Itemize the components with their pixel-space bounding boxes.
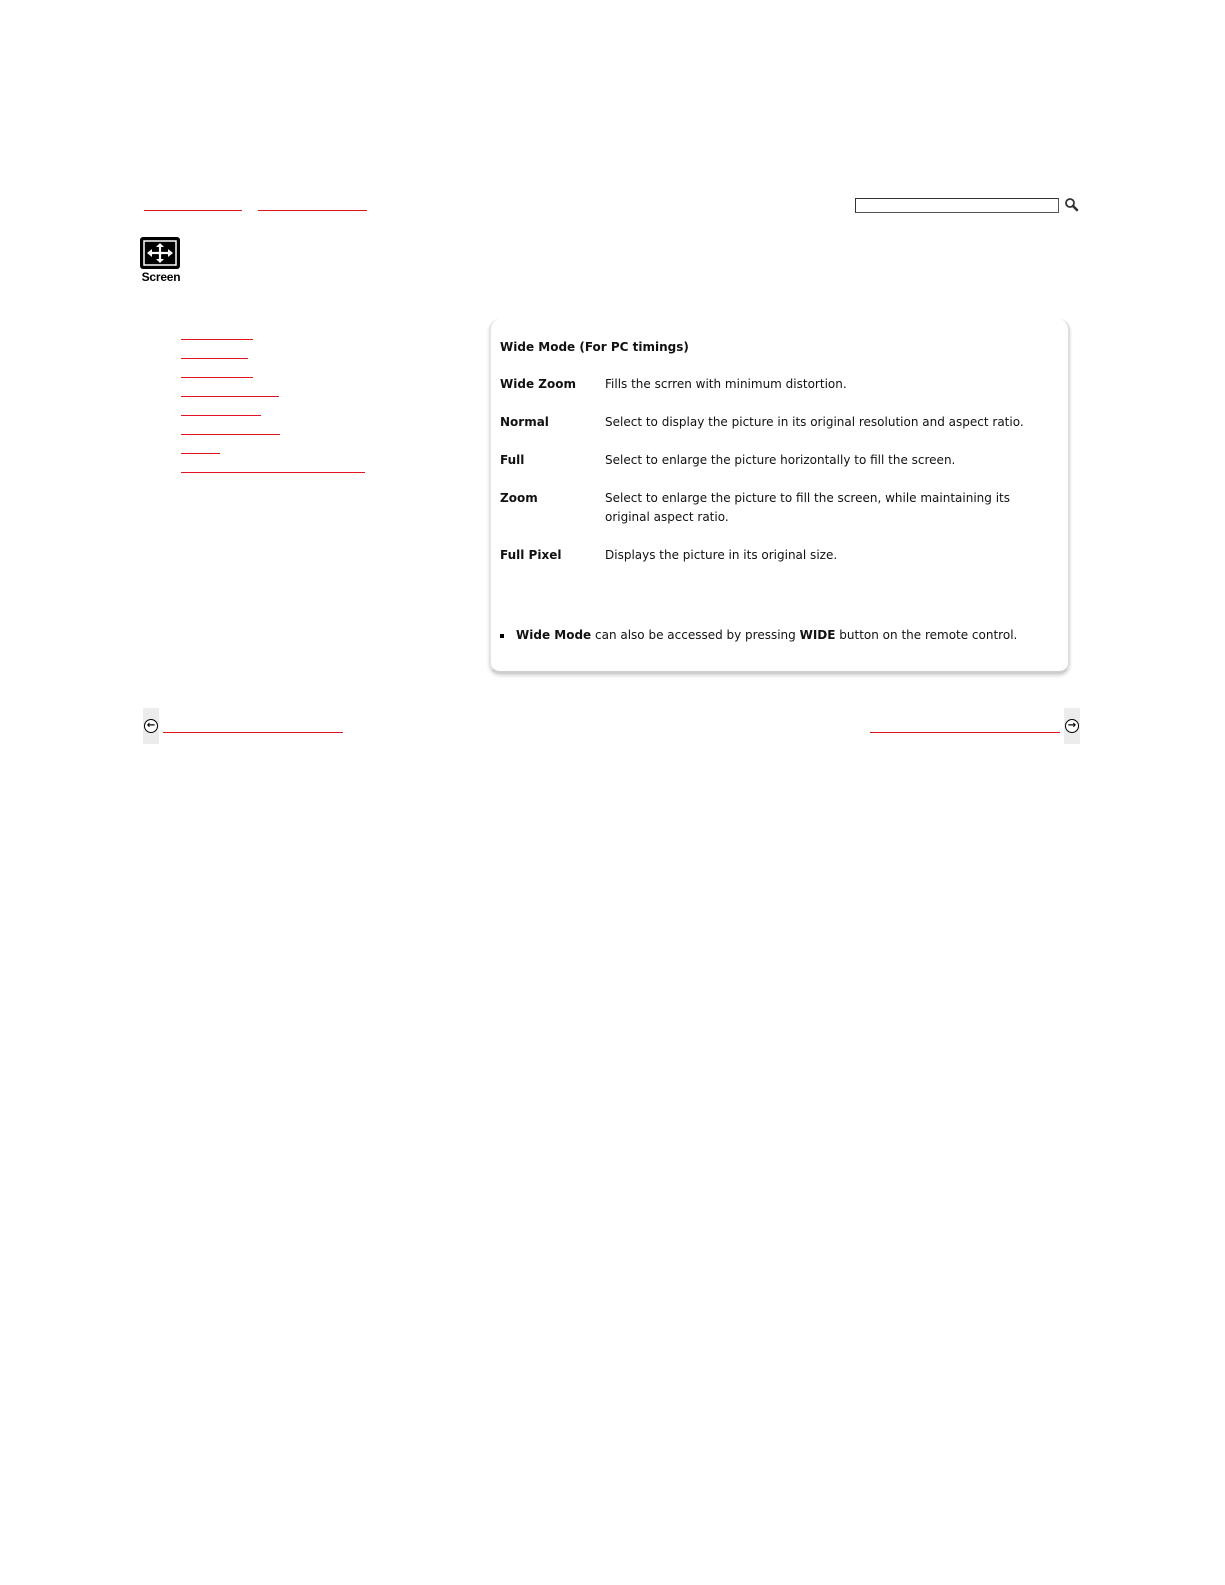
desc-zoom: Select to enlarge the picture to fill the screen, while maintaining its original aspect ratio.: [605, 491, 1010, 524]
nav-link-5[interactable]: [181, 402, 261, 416]
nav-link-6[interactable]: [181, 421, 280, 435]
note-bold-wide: WIDE: [799, 628, 836, 642]
term-full-pixel: Full Pixel: [500, 548, 562, 562]
breadcrumb-link-1[interactable]: [144, 198, 242, 211]
nav-link-7[interactable]: [181, 440, 220, 454]
term-full: Full: [500, 453, 525, 467]
desc-normal: Select to display the picture in its original resolution and aspect ratio.: [605, 415, 1024, 429]
search-input[interactable]: [855, 198, 1059, 213]
nav-link-8[interactable]: [181, 459, 365, 473]
breadcrumb-link-2[interactable]: [258, 198, 367, 211]
note-text: [516, 626, 1017, 645]
prev-nav[interactable]: [143, 708, 159, 744]
arrow-right-icon[interactable]: →: [1065, 719, 1079, 733]
section-title: Wide Mode (For PC timings): [500, 340, 689, 354]
nav-link-3[interactable]: [181, 364, 253, 378]
search-icon[interactable]: [1064, 197, 1080, 213]
screen-icon: [140, 237, 180, 269]
nav-link-2[interactable]: [181, 345, 248, 359]
term-zoom: Zoom: [500, 491, 538, 505]
arrow-left-icon[interactable]: ←: [144, 719, 158, 733]
nav-link-1[interactable]: [181, 326, 253, 340]
term-wide-zoom: Wide Zoom: [500, 377, 576, 391]
note-text-2: button on the remote control.: [835, 628, 1018, 642]
note-bullet: [500, 634, 504, 638]
desc-wide-zoom: Fills the scrren with minimum distortion.: [605, 377, 847, 391]
note-bold-wide-mode: Wide Mode: [516, 628, 592, 642]
next-page-link[interactable]: [870, 720, 1060, 733]
note-text-1: can also be accessed by pressing: [591, 628, 800, 642]
screen-icon-label: Screen: [141, 270, 181, 284]
term-normal: Normal: [500, 415, 549, 429]
nav-link-4[interactable]: [181, 383, 279, 397]
desc-full: Select to enlarge the picture horizontally to fill the screen.: [605, 453, 956, 467]
next-nav[interactable]: [1064, 708, 1080, 744]
desc-full-pixel: Displays the picture in its original size.: [605, 548, 838, 562]
prev-page-link[interactable]: [163, 720, 343, 733]
